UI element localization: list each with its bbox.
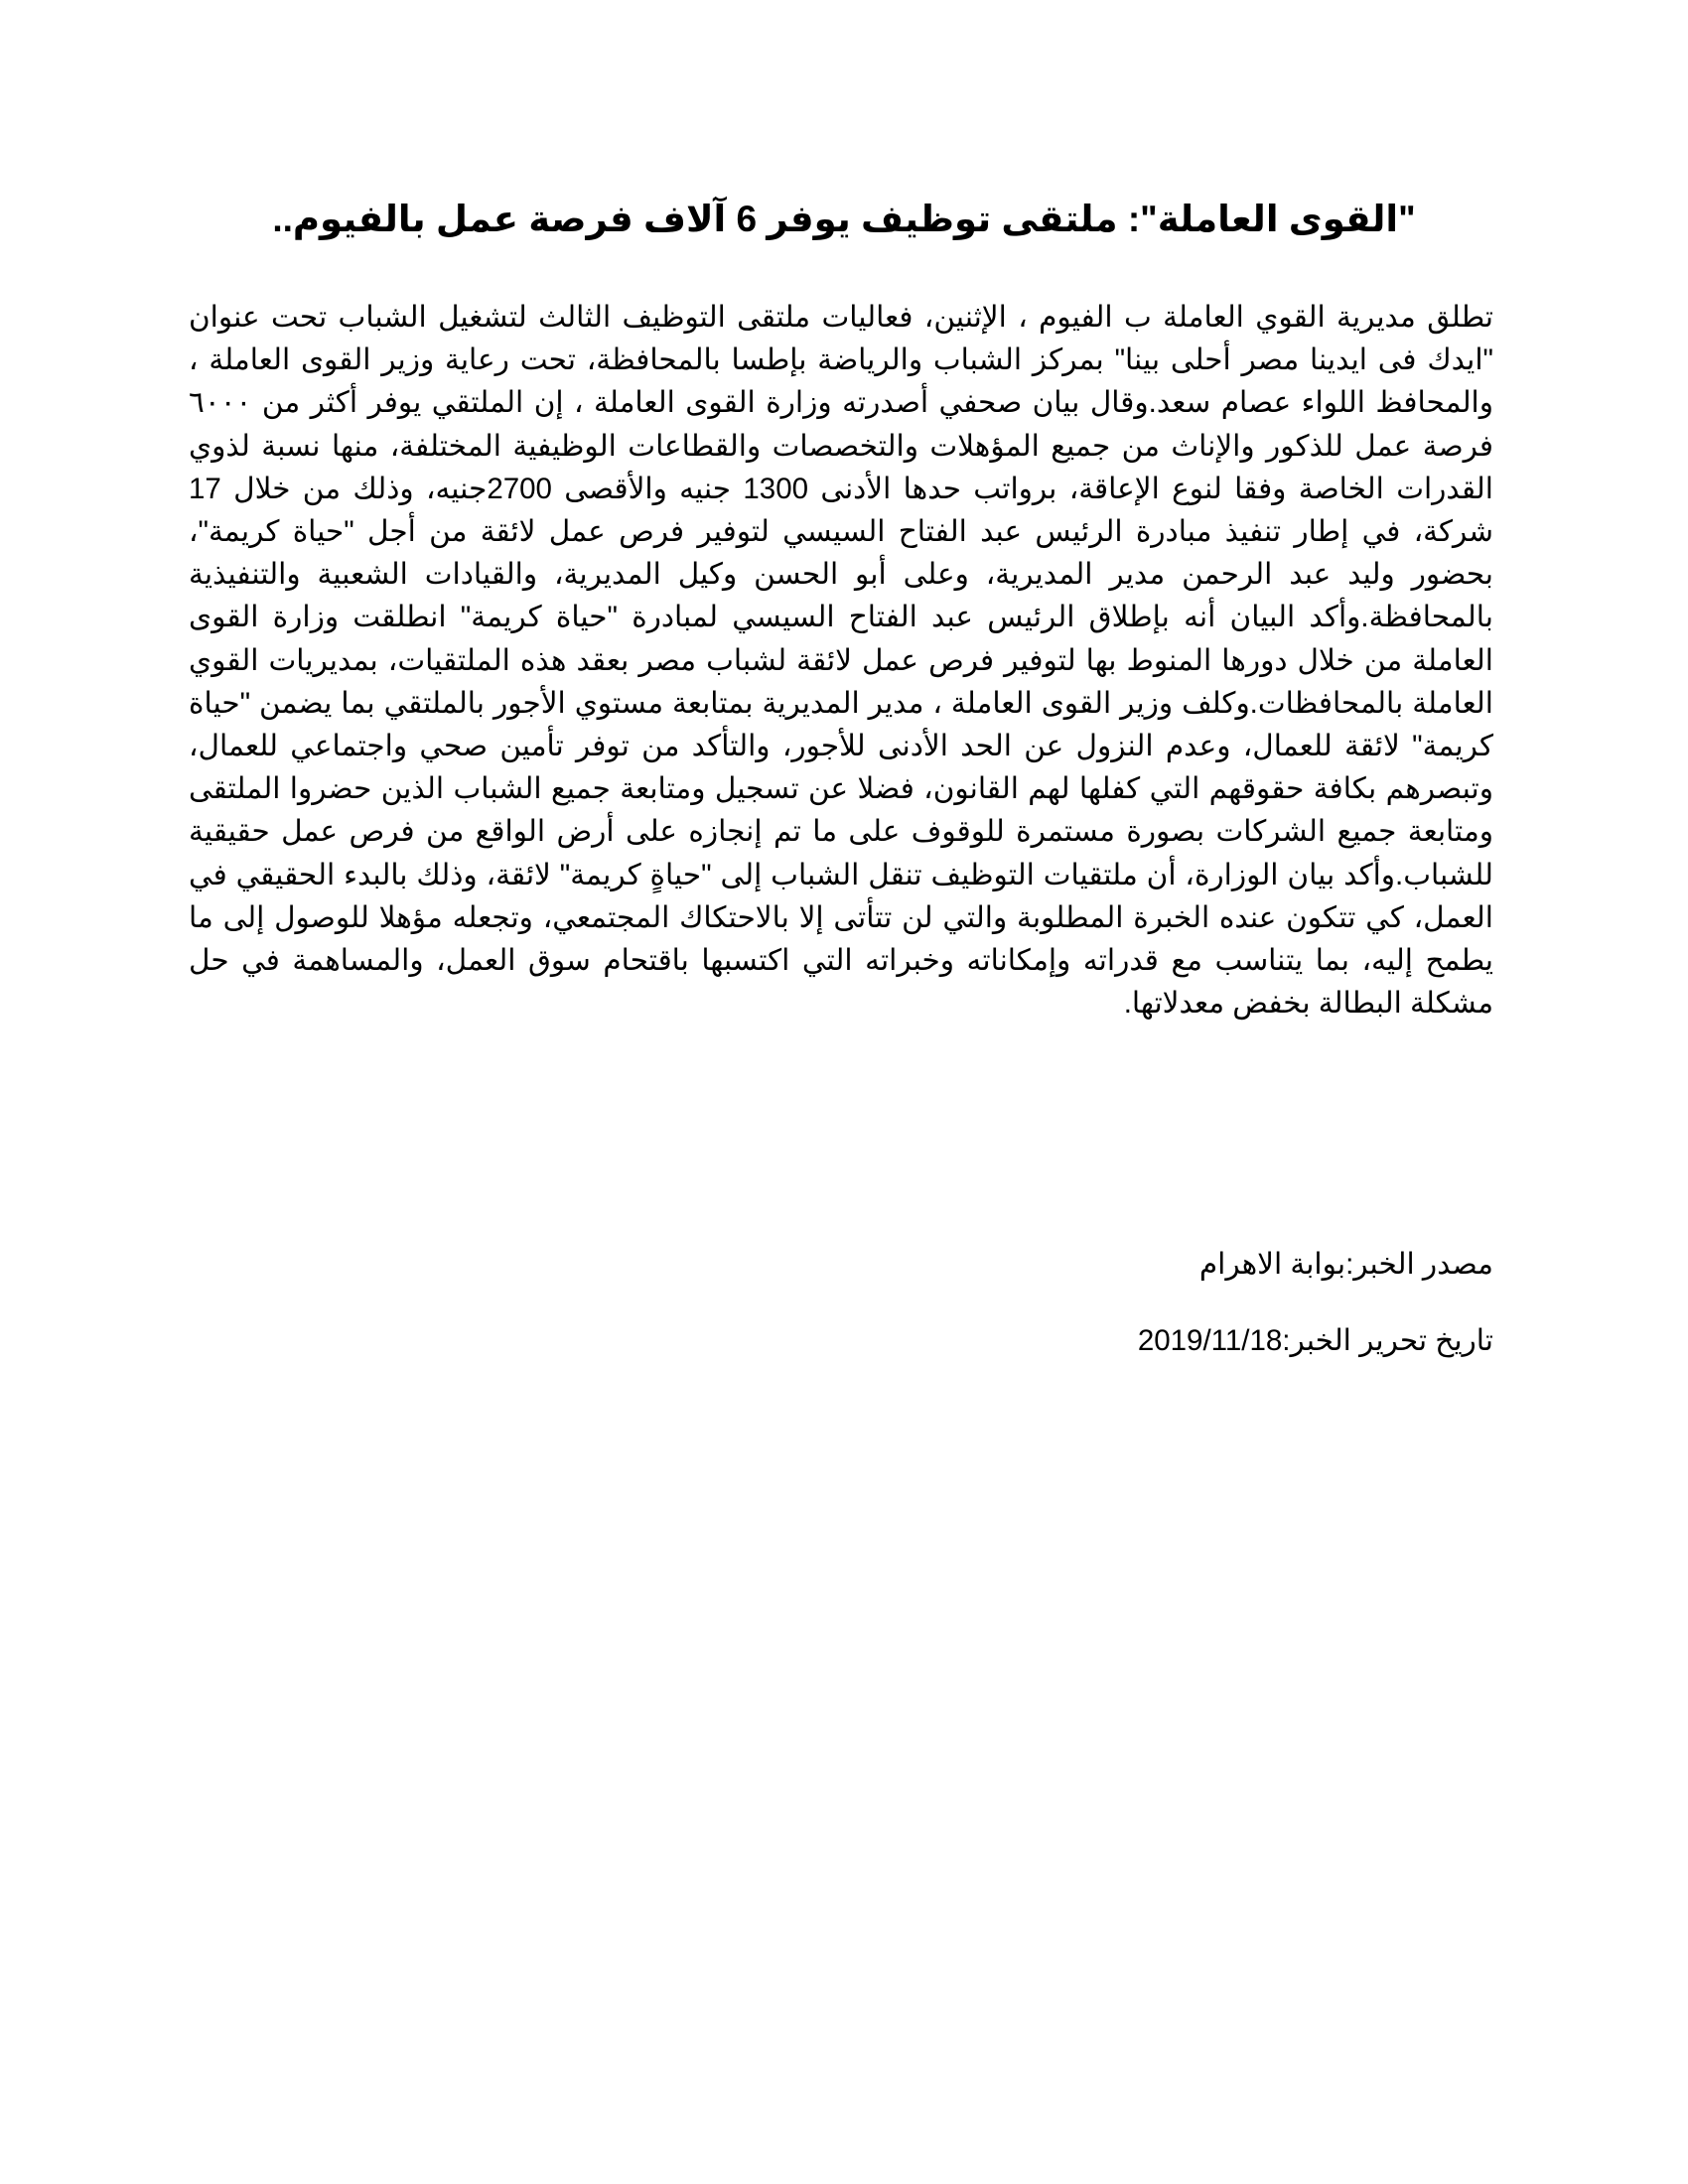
- edit-date: تاريخ تحرير الخبر:2019/11/18: [1137, 1324, 1493, 1357]
- article-title: "القوى العاملة": ملتقى توظيف يوفر 6 آلاف فرصة عمل بالفيوم..: [272, 199, 1416, 239]
- article-body: تطلق مديرية القوي العاملة ب الفيوم ، الإثنين، فعاليات ملتقى التوظيف الثالث لتشغيل الشباب تحت عنوان "ايدك فى ايدينا مصر أحلى بينا" بمركز الشباب والرياضة بإطسا بالمحافظة، تحت رعاية وزير القوى العاملة ، والمحافظ اللواء عصام سعد.وقال بيان صحفي أصدرته وزارة القوى العاملة ، إن الملتقي يوفر أكثر من ٦٠٠٠ فرصة عمل للذكور والإناث من جميع المؤهلات والتخصصات والقطاعات الوظيفية المختلفة، منها نسبة لذوي القدرات الخاصة وفقا لنوع الإعاقة، برواتب حدها الأدنى 1300 جنيه والأقصى 2700جنيه، وذلك من خلال 17 شركة، في إطار تنفيذ مبادرة الرئيس عبد الفتاح السيسي لتوفير فرص عمل لائقة من أجل "حياة كريمة"، بحضور وليد عبد الرحمن مدير المديرية، وعلى أبو الحسن وكيل المديرية، والقيادات الشعبية والتنفيذية بالمحافظة.وأكد البيان أنه بإطلاق الرئيس عبد الفتاح السيسي لمبادرة "حياة كريمة" انطلقت وزارة القوى العاملة من خلال دورها المنوط بها لتوفير فرص عمل لائقة لشباب مصر بعقد هذه الملتقيات، بمديريات القوي العاملة بالمحافظات.وكلف وزير القوى العاملة ، مدير المديرية بمتابعة مستوي الأجور بالملتقي بما يضمن "حياة كريمة" لائقة للعمال، وعدم النزول عن الحد الأدنى للأجور، والتأكد من توفر تأمين صحي واجتماعي للعمال، وتبصرهم بكافة حقوقهم التي كفلها لهم القانون، فضلا عن تسجيل ومتابعة جميع الشباب الذين حضروا الملتقى ومتابعة جميع الشركات بصورة مستمرة للوقوف على ما تم إنجازه على أرض الواقع من فرص عمل حقيقية للشباب.وأكد بيان الوزارة، أن ملتقيات التوظيف تنقل الشباب إلى "حياةٍ كريمة" لائقة، وذلك بالبدء الحقيقي في العمل، كي تتكون عنده الخبرة المطلوبة والتي لن تتأتى إلا بالاحتكاك المجتمعي، وتجعله مؤهلا للوصول إلى ما يطمح إليه، بما يتناسب مع قدراته وإمكاناته وخبراته التي اكتسبها باقتحام سوق العمل، والمساهمة في حل مشكلة البطالة بخفض معدلاتها.: [189, 301, 1493, 1021]
- news-source: مصدر الخبر:بوابة الاهرام: [1198, 1248, 1493, 1281]
